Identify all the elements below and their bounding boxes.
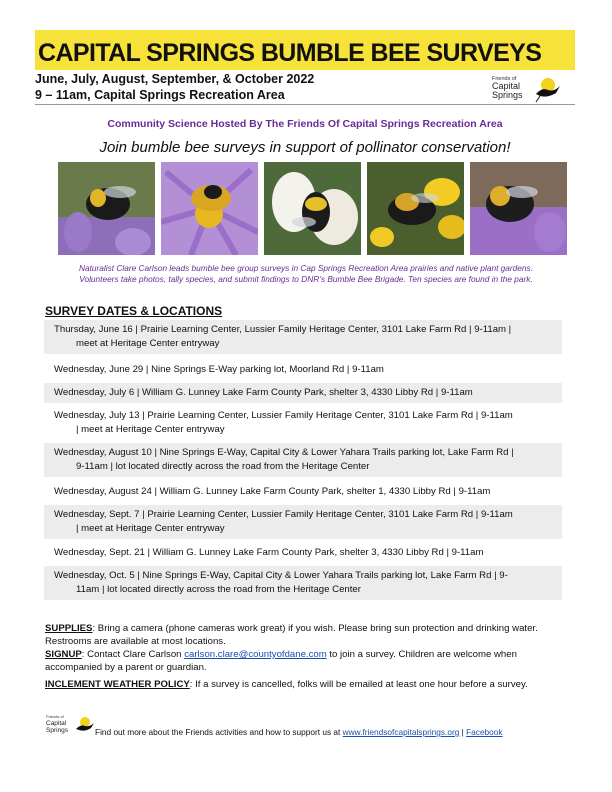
schedule-row (44, 406, 562, 440)
logo-line2: Capital (492, 81, 521, 91)
tagline: Join bumble bee surveys in support of pollinator conservation! (99, 139, 511, 156)
schedule-row (44, 320, 562, 354)
signup-label: SIGNUP (45, 649, 82, 660)
schedule-row (44, 360, 562, 380)
friends-logo (490, 72, 562, 104)
weather-label: INCLEMENT WEATHER POLICY (45, 679, 190, 690)
heron-icon (490, 72, 562, 104)
logo-small-line3: Springs (46, 727, 69, 734)
bee-photo-5 (470, 162, 567, 255)
logo-small-line2: Capital (46, 720, 67, 727)
friends-logo-small (45, 712, 95, 736)
page-title: CAPITAL SPRINGS BUMBLE BEE SURVEYS (38, 39, 542, 67)
schedule-row (44, 505, 562, 539)
schedule-row-text: Wednesday, July 6 | William G. Lunney Lake Farm County Park, shelter 3, 4330 Libby Rd | 9-11am (54, 387, 473, 398)
photo-caption (50, 263, 562, 285)
schedule-row-text: Wednesday, June 29 | Nine Springs E-Way parking lot, Moorland Rd | 9-11am (54, 364, 384, 375)
schedule-row-text: Wednesday, Sept. 21 | William G. Lunney Lake Farm County Park, shelter 3, 4330 Libby Rd | 9-11am (54, 547, 484, 558)
schedule-row-text: Wednesday, August 10 | Nine Springs E-Way, Capital City & Lower Yahara Trails parking lot, Lake Farm Rd | (54, 447, 514, 458)
supplies-text: Bring a camera (phone cameras work great) if you wish. Please bring sun protection and drinking water. Restrooms are available at most locations. (45, 623, 538, 647)
caption-line: Naturalist Clare Carlson leads bumble bee group surveys in Cap Springs Recreation Area prairies and native plant gardens. (79, 263, 533, 273)
schedule-row-text: meet at Heritage Center entryway (76, 338, 220, 349)
schedule-row-text: Wednesday, August 24 | William G. Lunney Lake Farm County Park, shelter 1, 4330 Libby Rd | 9-11am (54, 486, 491, 497)
schedule-row-text: Thursday, June 16 | Prairie Learning Center, Lussier Family Heritage Center, 3101 Lake Farm Rd | 9-11am | (54, 324, 512, 335)
website-link[interactable]: www.friendsofcapitalsprings.org (342, 727, 460, 737)
schedule-row-text: Wednesday, Oct. 5 | Nine Springs E-Way, Capital City & Lower Yahara Trails parking lot, Lake Farm Rd | 9- (54, 570, 508, 581)
signup-text-after: to join a survey. Children are welcome when accompanied by a parent or guardian. (45, 649, 517, 673)
hosted-by-line: Community Science Hosted By The Friends Of Capital Springs Recreation Area (107, 118, 503, 130)
weather-paragraph: INCLEMENT WEATHER POLICY: If a survey is cancelled, folks will be emailed at least one hour before a survey. (45, 679, 528, 690)
supplies-label: SUPPLIES (45, 623, 93, 634)
schedule-row (44, 383, 562, 403)
schedule-heading: SURVEY DATES & LOCATIONS (45, 304, 223, 318)
logo-line1: Friends of (492, 76, 517, 82)
survey-months: June, July, August, September, & October 2022 (35, 72, 315, 86)
schedule-row-text: 9-11am | lot located directly across the road from the Heritage Center (76, 461, 370, 472)
supplies-paragraph: SUPPLIES: Bring a camera (phone cameras work great) if you wish. Please bring sun protection and drinking water. Restrooms are available at most locations. (45, 623, 538, 647)
weather-text: If a survey is cancelled, folks will be emailed at least one hour before a survey. (195, 679, 528, 690)
footer (95, 727, 503, 737)
caption-line: Volunteers take photos, tally species, and submit findings to DNR’s Bumble Bee Brigade. Ten species are found in the park. (79, 274, 533, 284)
footer-separator: | (459, 727, 467, 737)
footer-text: Find out more about the Friends activities and how to support us at (95, 727, 343, 737)
logo-line3: Springs (492, 90, 523, 100)
photo-strip (58, 162, 558, 255)
logo-small-line1: Friends of (46, 714, 64, 719)
signup-text: Contact Clare Carlson (87, 649, 185, 660)
schedule-row (44, 482, 562, 502)
bee-photo-3 (264, 162, 361, 255)
heron-icon (45, 712, 95, 736)
bee-photo-1 (58, 162, 155, 255)
schedule-row-text: | meet at Heritage Center entryway (76, 523, 225, 534)
survey-time-location: 9 – 11am, Capital Springs Recreation Area (35, 88, 285, 102)
schedule-row-text: | meet at Heritage Center entryway (76, 424, 225, 435)
facebook-link[interactable]: Facebook (466, 727, 503, 737)
header-divider (35, 104, 575, 105)
signup-email-link[interactable]: carlson.clare@countyofdane.com (184, 649, 327, 660)
signup-paragraph: SIGNUP: Contact Clare Carlson carlson.clare@countyofdane.com to join a survey. Children are welcome when accompanied by a parent or guardian. (45, 649, 517, 673)
schedule-row-text: 11am | lot located directly across the road from the Heritage Center (76, 584, 361, 595)
schedule-row-text: Wednesday, July 13 | Prairie Learning Center, Lussier Family Heritage Center, 3101 Lake Farm Rd | 9-11am (54, 410, 513, 421)
bee-photo-4 (367, 162, 464, 255)
schedule-row (44, 543, 562, 563)
schedule-row (44, 443, 562, 477)
schedule-row-text: Wednesday, Sept. 7 | Prairie Learning Center, Lussier Family Heritage Center, 3101 Lake Farm Rd | 9-11am (54, 509, 513, 520)
schedule-row (44, 566, 562, 600)
bee-photo-2 (161, 162, 258, 255)
